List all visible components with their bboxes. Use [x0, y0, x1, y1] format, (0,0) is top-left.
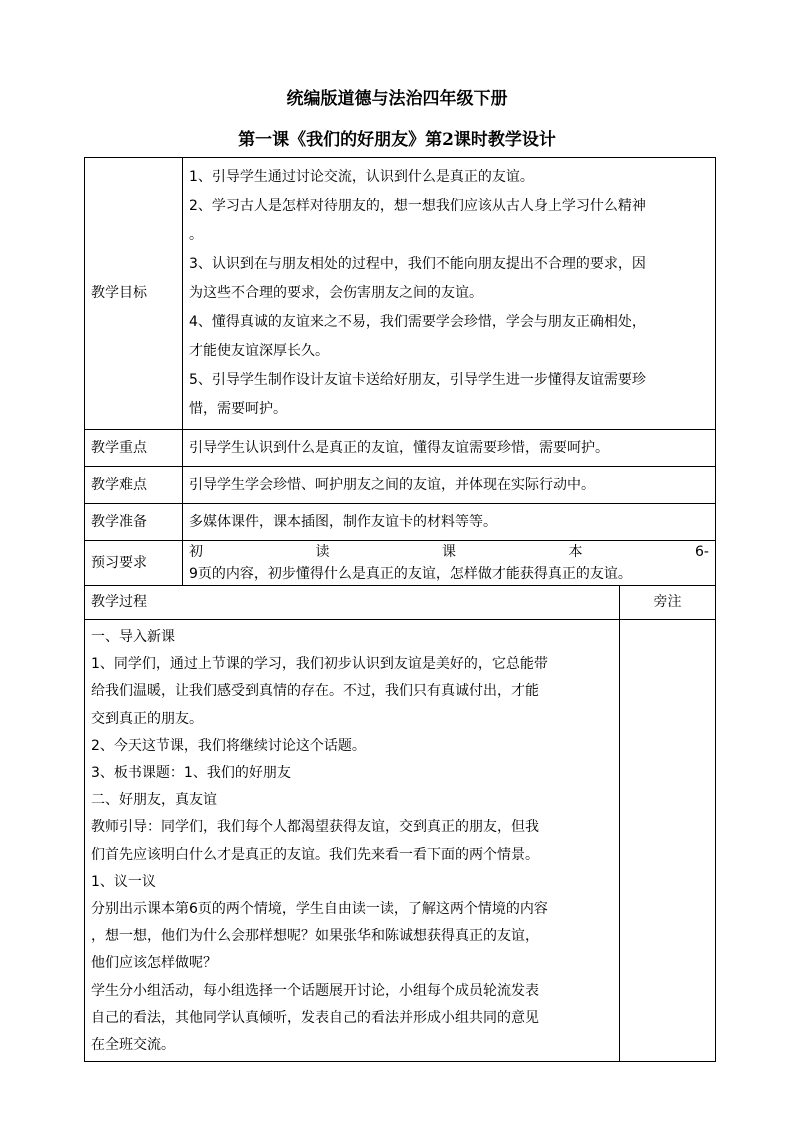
document-title: 统编版道德与法治四年级下册	[286, 89, 508, 109]
goals-label: 教学目标	[85, 158, 183, 430]
goal-line: 惜，需要呵护。	[189, 401, 287, 417]
process-line: 分别出示课本第6页的两个情境，学生自由读一读，了解这两个情境的内容	[91, 901, 548, 918]
preview-word: 本	[568, 544, 583, 560]
goal-line: 。	[189, 227, 203, 243]
goals-content	[183, 158, 716, 430]
process-line: 教师引导：同学们，我们每个人都渴望获得友谊，交到真正的朋友，但我	[91, 819, 539, 836]
process-line: 2、今天这节课，我们将继续讨论这个话题。	[91, 737, 366, 754]
preview-word: 6-	[695, 544, 709, 560]
row-teaching-goals	[85, 158, 716, 430]
process-line: 自己的看法，其他同学认真倾听，发表自己的看法并形成小组共同的意见	[91, 1009, 539, 1026]
preview-label: 预习要求	[85, 541, 183, 586]
prep-content: 多媒体课件，课本插图，制作友谊卡的材料等等。	[183, 504, 716, 541]
row-preview	[85, 541, 716, 586]
preview-word: 初	[189, 544, 203, 560]
difficulty-label: 教学难点	[85, 467, 183, 504]
lesson-plan-table	[84, 157, 716, 1062]
row-difficulty	[85, 467, 716, 504]
goal-line: 为这些不合理的要求，会伤害朋友之间的友谊。	[189, 285, 483, 301]
preview-content	[183, 541, 716, 586]
row-process-body	[85, 620, 716, 1062]
row-process-header	[85, 586, 716, 620]
lesson-title: 第一课《我们的好朋友》第2课时教学设计	[238, 130, 556, 150]
goal-line: 3、认识到在与朋友相处的过程中，我们不能向朋友提出不合理的要求，因	[189, 256, 646, 272]
goal-line: 1、引导学生通过讨论交流，认识到什么是真正的友谊。	[189, 169, 534, 185]
process-line: 3、板书课题：1、我们的好朋友	[91, 765, 291, 782]
process-line: 交到真正的朋友。	[91, 710, 203, 727]
preview-line-2: 9页的内容，初步懂得什么是真正的友谊，怎样做才能获得真正的友谊。	[189, 566, 632, 582]
preview-line-1	[189, 541, 709, 563]
row-key-points	[85, 430, 716, 467]
goal-line: 4、懂得真诚的友谊来之不易，我们需要学会珍惜，学会与朋友正确相处，	[189, 314, 646, 330]
row-preparation	[85, 504, 716, 541]
process-line: 二、好朋友，真友谊	[91, 792, 217, 809]
process-line: 们首先应该明白什么才是真正的友谊。我们先来看一看下面的两个情景。	[91, 846, 539, 863]
process-line: 在全班交流。	[91, 1037, 175, 1054]
preview-word: 课	[442, 544, 456, 560]
key-content: 引导学生认识到什么是真正的友谊，懂得友谊需要珍惜，需要呵护。	[183, 430, 716, 467]
process-line: 学生分小组活动，每小组选择一个话题展开讨论，小组每个成员轮流发表	[91, 982, 539, 999]
process-line: 给我们温暖，让我们感受到真情的存在。不过，我们只有真诚付出，才能	[91, 683, 539, 700]
process-line: ，想一想，他们为什么会那样想呢？如果张华和陈诚想获得真正的友谊，	[91, 928, 539, 945]
process-line: 一、导入新课	[91, 629, 175, 645]
process-line: 他们应该怎样做呢？	[91, 955, 217, 972]
process-content	[85, 620, 620, 1062]
process-label: 教学过程	[85, 586, 620, 620]
preview-word: 读	[315, 544, 330, 560]
difficulty-content: 引导学生学会珍惜、呵护朋友之间的友谊，并体现在实际行动中。	[183, 467, 716, 504]
goal-line: 2、学习古人是怎样对待朋友的，想一想我们应该从古人身上学习什么精神	[189, 198, 646, 214]
goal-line: 才能使友谊深厚长久。	[189, 343, 329, 359]
prep-label: 教学准备	[85, 504, 183, 541]
notes-column	[620, 620, 716, 1062]
process-line: 1、议一议	[91, 873, 156, 890]
notes-label: 旁注	[620, 586, 716, 620]
process-line: 1、同学们，通过上节课的学习，我们初步认识到友谊是美好的，它总能带	[91, 656, 548, 673]
goal-line: 5、引导学生制作设计友谊卡送给好朋友，引导学生进一步懂得友谊需要珍	[189, 372, 646, 388]
key-label: 教学重点	[85, 430, 183, 467]
